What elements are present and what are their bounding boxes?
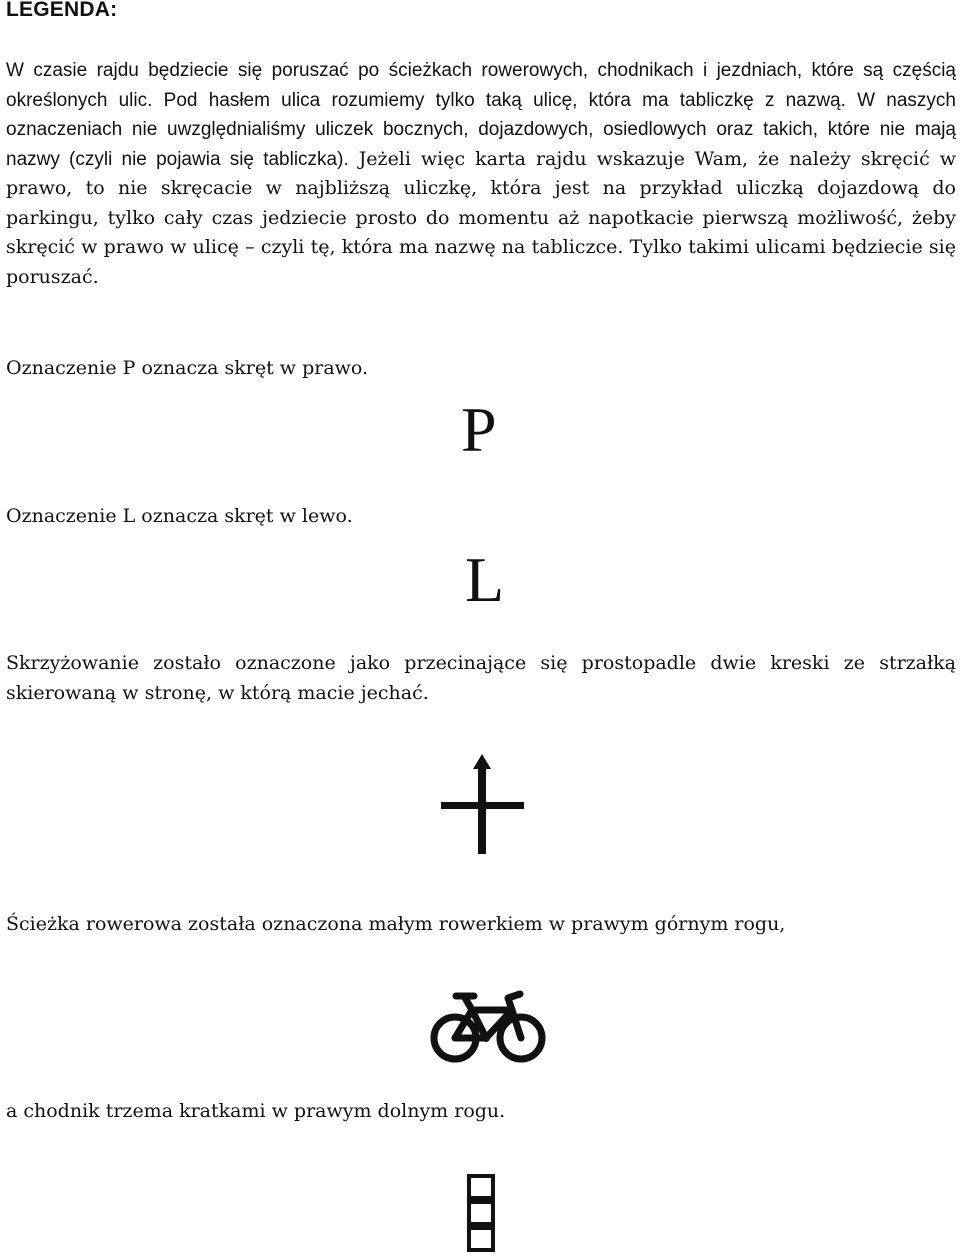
right-turn-description: Oznaczenie P oznacza skręt w prawo. <box>6 357 369 379</box>
legend-intro-part1: W czasie rajdu będziecie się poruszać po ścieżkach rowerowych, chodnikach i jezdniach, które są częścią określonych ulic. Pod hasłem ulica rozumiemy tylko taką ulicę, która ma tabliczkę z nazwą. W naszych oznaczeniach nie uwzględnialiśmy uliczek bocznych, dojazdowych, osiedlowych oraz takich, które nie mają nazwy (czyli nie pojawia się tabliczka). <box>6 60 956 170</box>
legend-intro-part2: Jeżeli więc karta rajdu wskazuje Wam, że należy skręcić w prawo, to nie skręcacie w najbliższą uliczkę, która jest na przykład uliczką dojazdową do parkingu, tylko cały czas jedziecie prosto do momentu aż napotkacie pierwszą możliwość, żeby skręcić w prawo w ulicę – czyli tę, która ma nazwę na tabliczce. Tylko takimi ulicami będziecie się poruszać. <box>6 147 957 288</box>
right-turn-symbol: P <box>461 394 497 465</box>
three-squares-icon <box>463 1172 499 1260</box>
bicycle-icon <box>428 988 550 1068</box>
legend-intro-paragraph <box>6 56 956 292</box>
left-turn-description: Oznaczenie L oznacza skręt w lewo. <box>6 505 353 527</box>
left-turn-symbol: L <box>465 544 505 615</box>
bike-path-description: Ścieżka rowerowa została oznaczona małym rowerkiem w prawym górnym rogu, <box>6 913 786 935</box>
intersection-description: Skrzyżowanie zostało oznaczone jako przecinające się prostopadle dwie kreski ze strzałką skierowaną w stronę, w którą macie jechać. <box>6 652 956 704</box>
sidewalk-description: a chodnik trzema kratkami w prawym dolnym rogu. <box>6 1100 506 1122</box>
crossing-arrow-icon <box>438 752 528 856</box>
legend-heading: LEGENDA: <box>6 0 118 21</box>
